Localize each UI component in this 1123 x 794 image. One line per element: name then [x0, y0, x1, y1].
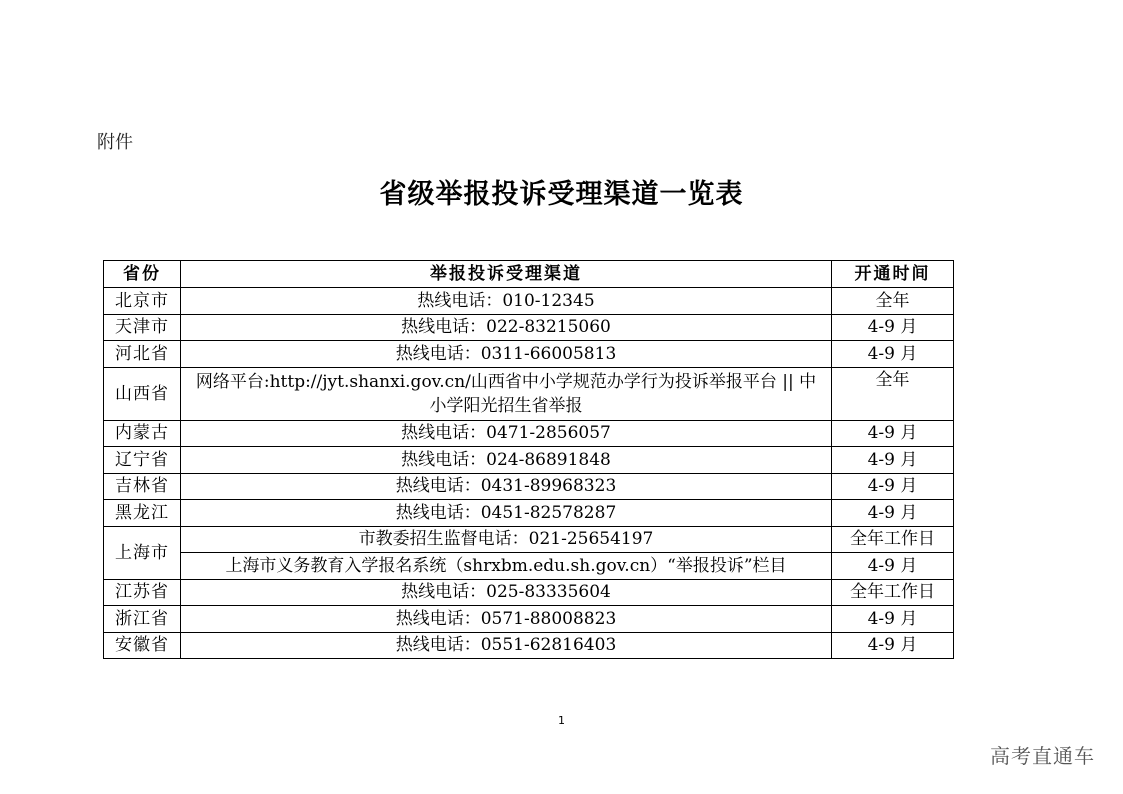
province-cell: 北京市 — [104, 288, 181, 315]
channel-cell: 热线电话：0551-62816403 — [181, 632, 832, 659]
table-row — [104, 526, 954, 553]
time-cell: 4-9 月 — [832, 447, 954, 474]
province-cell: 山西省 — [104, 367, 181, 420]
table-row — [104, 606, 954, 633]
time-cell: 全年 — [832, 288, 954, 315]
channel-cell: 热线电话：0471-2856057 — [181, 420, 832, 447]
province-cell: 上海市 — [104, 526, 181, 579]
table-row — [104, 314, 954, 341]
table-row — [104, 341, 954, 368]
province-cell: 黑龙江 — [104, 500, 181, 527]
time-cell: 4-9 月 — [832, 632, 954, 659]
channel-cell: 热线电话：0311-66005813 — [181, 341, 832, 368]
table-row — [104, 447, 954, 474]
time-cell: 4-9 月 — [832, 500, 954, 527]
time-cell: 全年工作日 — [832, 579, 954, 606]
table-row — [104, 288, 954, 315]
time-cell: 4-9 月 — [832, 606, 954, 633]
channel-cell: 热线电话：0431-89968323 — [181, 473, 832, 500]
channel-cell: 市教委招生监督电话：021-25654197 — [181, 526, 832, 553]
header-time: 开通时间 — [832, 261, 954, 288]
province-cell: 吉林省 — [104, 473, 181, 500]
time-cell: 4-9 月 — [832, 473, 954, 500]
table-row — [104, 500, 954, 527]
channels-table — [103, 260, 954, 659]
province-cell: 江苏省 — [104, 579, 181, 606]
channel-cell: 热线电话：0451-82578287 — [181, 500, 832, 527]
province-cell: 浙江省 — [104, 606, 181, 633]
province-cell: 内蒙古 — [104, 420, 181, 447]
time-cell: 4-9 月 — [832, 553, 954, 580]
table-row — [104, 367, 954, 420]
page-number: 1 — [558, 714, 565, 727]
province-cell: 天津市 — [104, 314, 181, 341]
table-header-row — [104, 261, 954, 288]
document-title: 省级举报投诉受理渠道一览表 — [379, 179, 744, 210]
table-row — [104, 473, 954, 500]
province-cell: 辽宁省 — [104, 447, 181, 474]
time-cell: 4-9 月 — [832, 420, 954, 447]
time-cell: 全年工作日 — [832, 526, 954, 553]
province-cell: 河北省 — [104, 341, 181, 368]
channel-cell: 上海市义务教育入学报名系统（shrxbm.edu.sh.gov.cn）“举报投诉”栏目 — [181, 553, 832, 580]
watermark-text: 高考直通车 — [990, 744, 1095, 768]
table-row — [104, 579, 954, 606]
channel-cell: 热线电话：025-83335604 — [181, 579, 832, 606]
channel-cell: 网络平台:http://jyt.shanxi.gov.cn/山西省中小学规范办学行为投诉举报平台 || 中小学阳光招生省举报 — [181, 367, 832, 420]
table-row — [104, 420, 954, 447]
attachment-label: 附件 — [97, 132, 133, 153]
time-cell: 4-9 月 — [832, 314, 954, 341]
province-cell: 安徽省 — [104, 632, 181, 659]
time-cell: 全年 — [832, 367, 954, 420]
table-row — [104, 632, 954, 659]
header-province: 省份 — [104, 261, 181, 288]
channel-cell: 热线电话：0571-88008823 — [181, 606, 832, 633]
channel-cell: 热线电话：024-86891848 — [181, 447, 832, 474]
channel-cell: 热线电话：022-83215060 — [181, 314, 832, 341]
time-cell: 4-9 月 — [832, 341, 954, 368]
header-channel: 举报投诉受理渠道 — [181, 261, 832, 288]
table-row — [104, 553, 954, 580]
channel-cell: 热线电话：010-12345 — [181, 288, 832, 315]
